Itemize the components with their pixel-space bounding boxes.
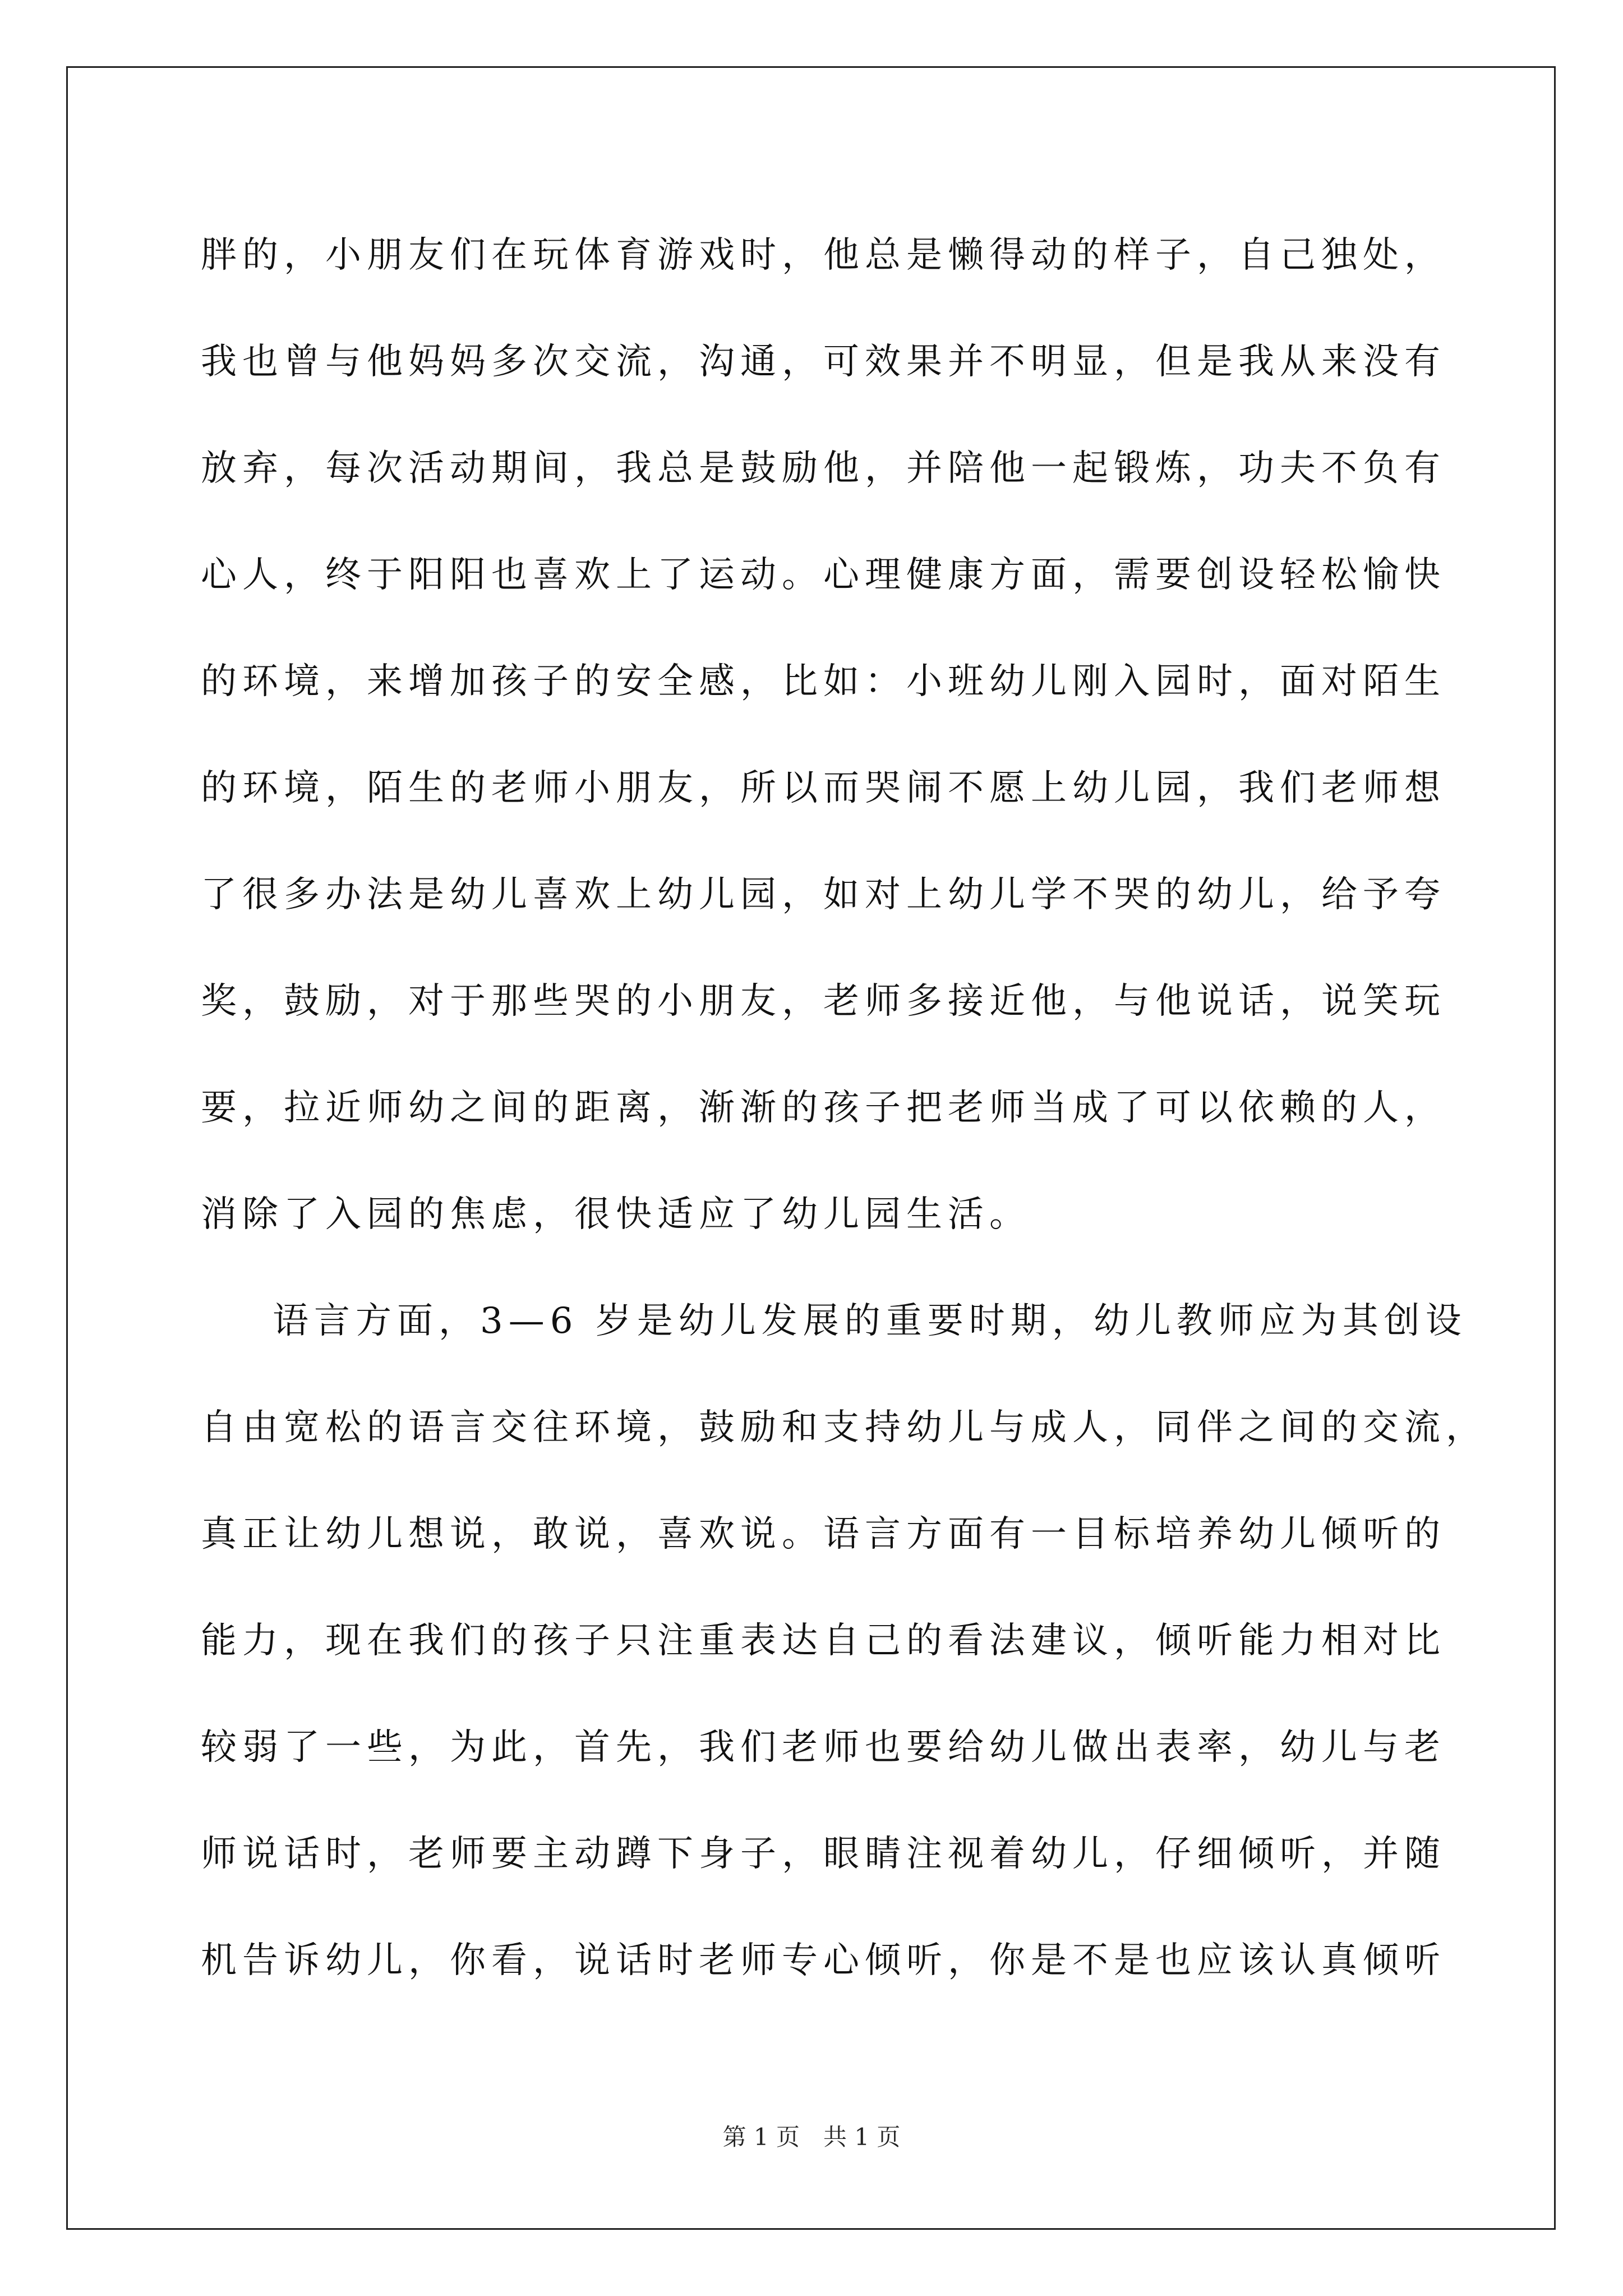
- text-line: 我也曾与他妈妈多次交流，沟通，可效果并不明显，但是我从来没有: [201, 341, 1446, 383]
- text-line: 奖，鼓励，对于那些哭的小朋友，老师多接近他，与他说话，说笑玩: [201, 981, 1446, 1022]
- text-line: 的环境，来增加孩子的安全感，比如：小班幼儿刚入园时，面对陌生: [201, 661, 1446, 702]
- text-line: 较弱了一些，为此，首先，我们老师也要给幼儿做出表率，幼儿与老: [201, 1727, 1446, 1768]
- text-line: 心人，终于阳阳也喜欢上了运动。心理健康方面，需要创设轻松愉快: [201, 554, 1446, 596]
- text-line: 的环境，陌生的老师小朋友，所以而哭闹不愿上幼儿园，我们老师想: [201, 767, 1446, 809]
- text-line: 放弃，每次活动期间，我总是鼓励他，并陪他一起锻炼，功夫不负有: [201, 448, 1446, 489]
- text-line: 自由宽松的语言交往环境，鼓励和支持幼儿与成人，同伴之间的交流，: [201, 1407, 1487, 1448]
- text-line: 胖的，小朋友们在玩体育游戏时，他总是懒得动的样子，自己独处，: [201, 234, 1446, 276]
- text-line: 师说话时，老师要主动蹲下身子，眼睛注视着幼儿，仔细倾听，并随: [201, 1833, 1446, 1875]
- text-line: 能力，现在我们的孩子只注重表达自己的看法建议，倾听能力相对比: [201, 1620, 1446, 1662]
- page-number-footer: 第 1 页 共 1 页: [722, 2123, 901, 2151]
- paragraph-start-line: 语言方面，3—6 岁是幼儿发展的重要时期，幼儿教师应为其创设: [273, 1300, 1467, 1342]
- text-line: 真正让幼儿想说，敢说，喜欢说。语言方面有一目标培养幼儿倾听的: [201, 1513, 1446, 1555]
- document-body: [201, 202, 1487, 2014]
- text-line: 机告诉幼儿，你看，说话时老师专心倾听，你是不是也应该认真倾听: [201, 1940, 1446, 1981]
- text-line: 了很多办法是幼儿喜欢上幼儿园，如对上幼儿学不哭的幼儿，给予夸: [201, 874, 1446, 915]
- text-line: 要，拉近师幼之间的距离，渐渐的孩子把老师当成了可以依赖的人，: [201, 1087, 1446, 1129]
- text-line: 消除了入园的焦虑，很快适应了幼儿园生活。: [201, 1194, 1031, 1235]
